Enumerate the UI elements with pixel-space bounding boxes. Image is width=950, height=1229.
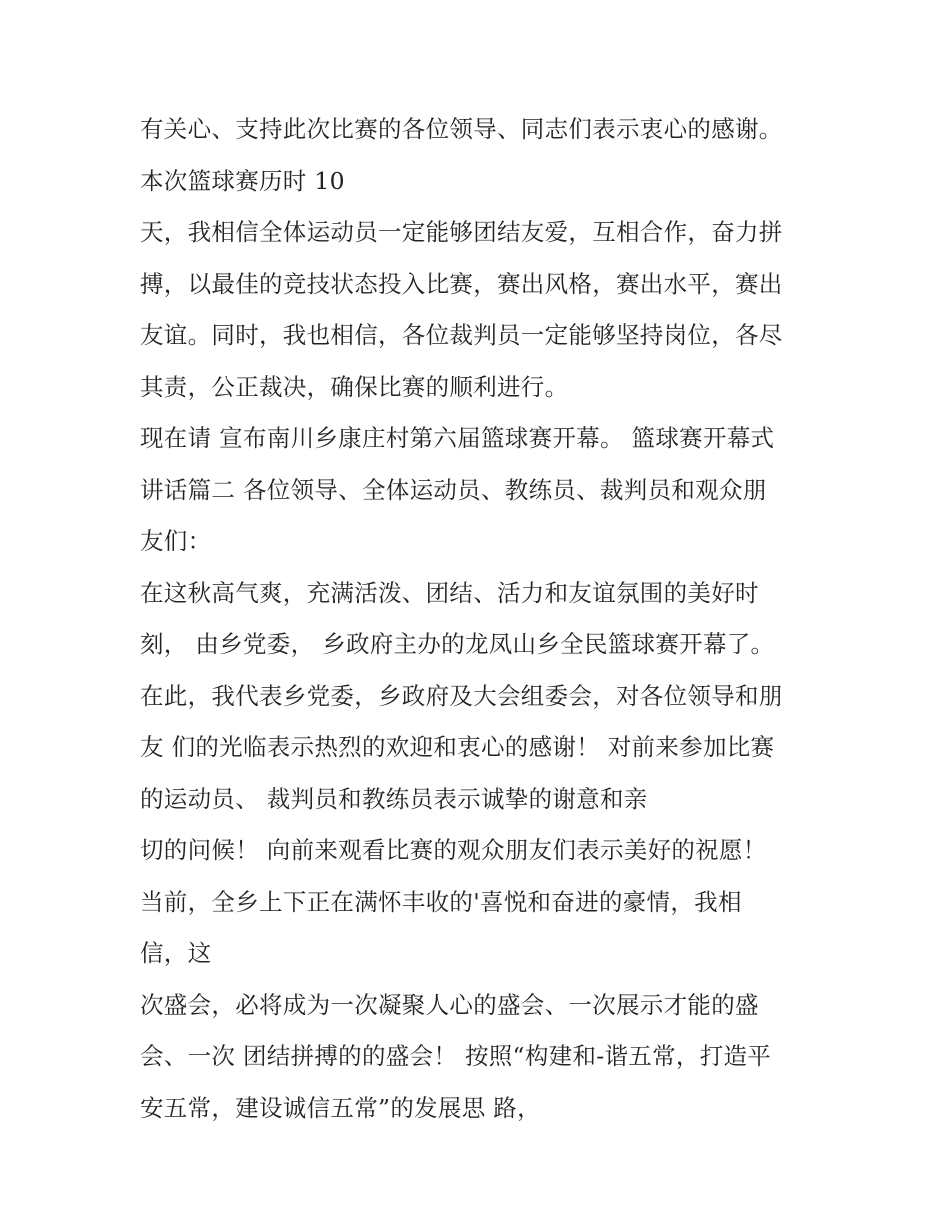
text-line: 友们： — [140, 527, 212, 555]
text-line: 天，我相信全体运动员一定能够团结友爱，互相合作，奋力拼 — [140, 218, 783, 246]
text-line: 的运动员、 裁判员和教练员表示诚挚的谢意和亲 — [140, 784, 648, 813]
text-line: 本次篮球赛历时 10 — [140, 166, 345, 195]
text-line: 在此，我代表乡党委，乡政府及大会组委会，对各位领导和朋 — [140, 681, 783, 710]
text-line: 友 们的光临表示热烈的欢迎和衷心的感谢！ 对前来参加比赛 — [140, 733, 775, 761]
text-line: 友谊。同时，我也相信，各位裁判员一定能够坚持岗位，各尽 — [140, 321, 783, 349]
text-line: 当前，全乡上下正在满怀丰收的'喜悦和奋进的豪情，我相 — [140, 887, 742, 916]
text-line: 在这秋高气爽，充满活泼、团结、活力和友谊氛围的美好时 — [140, 578, 759, 607]
text-line: 有关心、支持此次比赛的各位领导、同志们表示衷心的感谢。 — [140, 115, 783, 143]
body-text — [140, 104, 830, 1134]
text-line: 其责，公正裁决，确保比赛的顺利进行。 — [140, 372, 569, 401]
text-line: 讲话篇二 各位领导、全体运动员、教练员、裁判员和观众朋 — [140, 475, 767, 504]
text-line: 刻， 由乡党委， 乡政府主办的龙凤山乡全民篮球赛开幕了。 — [140, 630, 775, 658]
text-line: 切的问候！ 向前来观看比赛的观众朋友们表示美好的祝愿！ — [140, 836, 767, 864]
text-line: 会、一次 团结拼搏的的盛会！ 按照“构建和-谐五常，打造平 — [140, 1042, 772, 1070]
text-line: 搏，以最佳的竞技状态投入比赛，赛出风格，赛出水平，赛出 — [140, 269, 783, 298]
text-line: 安五常，建设诚信五常”的发展思 路， — [140, 1093, 541, 1122]
text-line: 次盛会，必将成为一次凝聚人心的盛会、一次展示才能的盛 — [140, 990, 759, 1019]
text-line: 信，这 — [140, 939, 212, 967]
text-line: 现在请 宣布南川乡康庄村第六届篮球赛开幕。 篮球赛开幕式 — [140, 424, 775, 452]
